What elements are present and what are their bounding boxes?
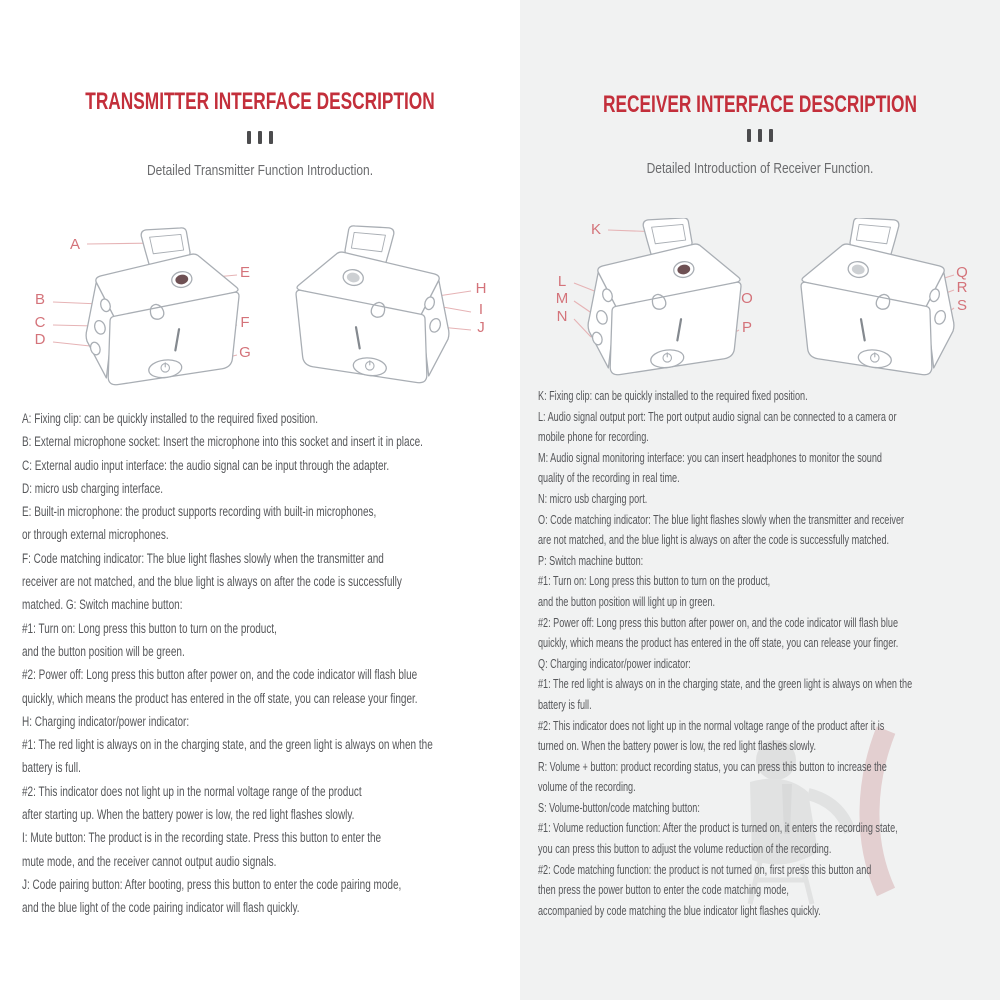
description-line: Q: Charging indicator/power indicator: bbox=[538, 655, 691, 671]
description-line: mobile phone for recording. bbox=[538, 429, 649, 445]
description-line: after starting up. When the battery power is low, the red light flashes slowly. bbox=[22, 807, 355, 823]
description-line: receiver are not matched, and the blue light is always on after the code is successfully bbox=[22, 574, 402, 590]
description-line: #2: This indicator does not light up in the normal voltage range of the product after it is bbox=[538, 717, 885, 733]
diagram-label-M: M bbox=[555, 290, 569, 307]
transmitter-triple-bar-divider-icon bbox=[0, 131, 520, 144]
description-line: #2: This indicator does not light up in the normal voltage range of the product bbox=[22, 783, 362, 799]
receiver-subtitle: Detailed Introduction of Receiver Function. bbox=[646, 160, 874, 177]
description-line: #1: Volume reduction function: After the product is turned on, it enters the recording state, bbox=[538, 820, 898, 836]
description-line: A: Fixing clip: can be quickly installed to the required fixed position. bbox=[22, 411, 318, 426]
description-line: J: Code pairing button: After booting, press this button to enter the code pairing mode, bbox=[22, 876, 402, 892]
transmitter-title: TRANSMITTER INTERFACE DESCRIPTION bbox=[85, 88, 435, 115]
description-line: turned on. When the battery power is low, the red light flashes slowly. bbox=[538, 738, 817, 754]
description-line: #2: Power off: Long press this button after power on, and the code indicator will flash blue bbox=[538, 614, 899, 630]
diagram-label-P: P bbox=[741, 319, 753, 336]
receiver-triple-bar-divider-icon bbox=[520, 129, 1000, 142]
diagram-label-Q: Q bbox=[956, 264, 968, 281]
diagram-label-C: C bbox=[34, 314, 46, 331]
description-line: #2: Code matching function: the product is not turned on, first press this button and bbox=[538, 861, 872, 877]
description-line: D: micro usb charging interface. bbox=[22, 480, 164, 496]
transmitter-description bbox=[22, 407, 525, 920]
diagram-label-G: G bbox=[239, 344, 251, 361]
diagram-label-K: K bbox=[590, 221, 602, 238]
description-line: or through external microphones. bbox=[22, 527, 169, 543]
description-line: you can press this button to adjust the volume reduction of the recording. bbox=[538, 841, 832, 857]
description-line: quality of the recording in real time. bbox=[538, 470, 680, 486]
diagram-label-I: I bbox=[478, 301, 484, 318]
description-line: L: Audio signal output port: The port output audio signal can be connected to a camera or bbox=[538, 408, 897, 424]
transmitter-subtitle: Detailed Transmitter Function Introduction. bbox=[146, 162, 374, 179]
description-line: B: External microphone socket: Insert the microphone into this socket and insert it in place. bbox=[22, 434, 423, 450]
diagram-label-O: O bbox=[741, 290, 753, 307]
description-line: #1: Turn on: Long press this button to turn on the product, bbox=[22, 620, 277, 636]
description-line: mute mode, and the receiver cannot output audio signals. bbox=[22, 853, 277, 869]
diagram-label-L: L bbox=[557, 273, 567, 290]
description-line: are not matched, and the blue light is always on after the code is successfully matched. bbox=[538, 532, 890, 548]
diagram-label-D: D bbox=[34, 331, 46, 348]
description-line: quickly, which means the product has entered in the off state, you can release your finger. bbox=[22, 690, 418, 706]
description-line: battery is full. bbox=[22, 760, 81, 776]
diagram-label-F: F bbox=[240, 314, 250, 331]
receiver-title: RECEIVER INTERFACE DESCRIPTION bbox=[603, 91, 917, 118]
description-line: and the button position will light up in green. bbox=[538, 593, 716, 609]
description-line: S: Volume-button/code matching button: bbox=[538, 799, 700, 815]
description-line: volume of the recording. bbox=[538, 779, 636, 795]
description-line: H: Charging indicator/power indicator: bbox=[22, 713, 190, 729]
description-line: I: Mute button: The product is in the recording state. Press this button to enter the bbox=[22, 830, 382, 846]
description-line: E: Built-in microphone: the product supports recording with built-in microphones, bbox=[22, 504, 377, 520]
description-line: battery is full. bbox=[538, 696, 592, 712]
diagram-label-B: B bbox=[34, 291, 46, 308]
description-line: M: Audio signal monitoring interface: you can insert headphones to monitor the sound bbox=[538, 449, 882, 465]
diagram-label-N: N bbox=[556, 308, 568, 325]
description-line: #1: The red light is always on in the charging state, and the green light is always on when the bbox=[22, 737, 433, 753]
diagram-label-H: H bbox=[475, 280, 487, 297]
description-line: matched. G: Switch machine button: bbox=[22, 597, 183, 613]
description-line: accompanied by code matching the blue indicator light flashes quickly. bbox=[538, 902, 821, 918]
receiver-diagram bbox=[530, 218, 1000, 398]
transmitter-diagram bbox=[25, 222, 495, 407]
description-line: P: Switch machine button: bbox=[538, 552, 644, 568]
receiver-description bbox=[538, 386, 1000, 921]
description-line: then press the power button to enter the code matching mode, bbox=[538, 882, 789, 898]
diagram-label-A: A bbox=[69, 236, 81, 253]
diagram-label-E: E bbox=[239, 264, 251, 281]
description-line: #1: Turn on: Long press this button to turn on the product, bbox=[538, 573, 771, 589]
description-line: C: External audio input interface: the audio signal can be input through the adapter. bbox=[22, 457, 390, 473]
description-line: O: Code matching indicator: The blue light flashes slowly when the transmitter and receiver bbox=[538, 511, 905, 527]
description-line: #2: Power off: Long press this button after power on, and the code indicator will flash blue bbox=[22, 667, 418, 683]
diagram-label-J: J bbox=[477, 319, 485, 336]
diagram-label-S: S bbox=[956, 297, 968, 314]
description-line: N: micro usb charging port. bbox=[538, 490, 648, 506]
description-line: and the blue light of the code pairing indicator will flash quickly. bbox=[22, 900, 300, 916]
description-line: R: Volume + button: product recording status, you can press this button to increase the bbox=[538, 758, 887, 774]
diagram-label-R: R bbox=[956, 279, 968, 296]
description-line: quickly, which means the product has entered in the off state, you can release your finger. bbox=[538, 635, 899, 651]
description-line: #1: The red light is always on in the charging state, and the green light is always on when the bbox=[538, 676, 913, 692]
description-line: K: Fixing clip: can be quickly installed to the required fixed position. bbox=[538, 388, 808, 403]
description-line: F: Code matching indicator: The blue light flashes slowly when the transmitter and bbox=[22, 550, 384, 566]
description-line: and the button position will be green. bbox=[22, 643, 185, 659]
